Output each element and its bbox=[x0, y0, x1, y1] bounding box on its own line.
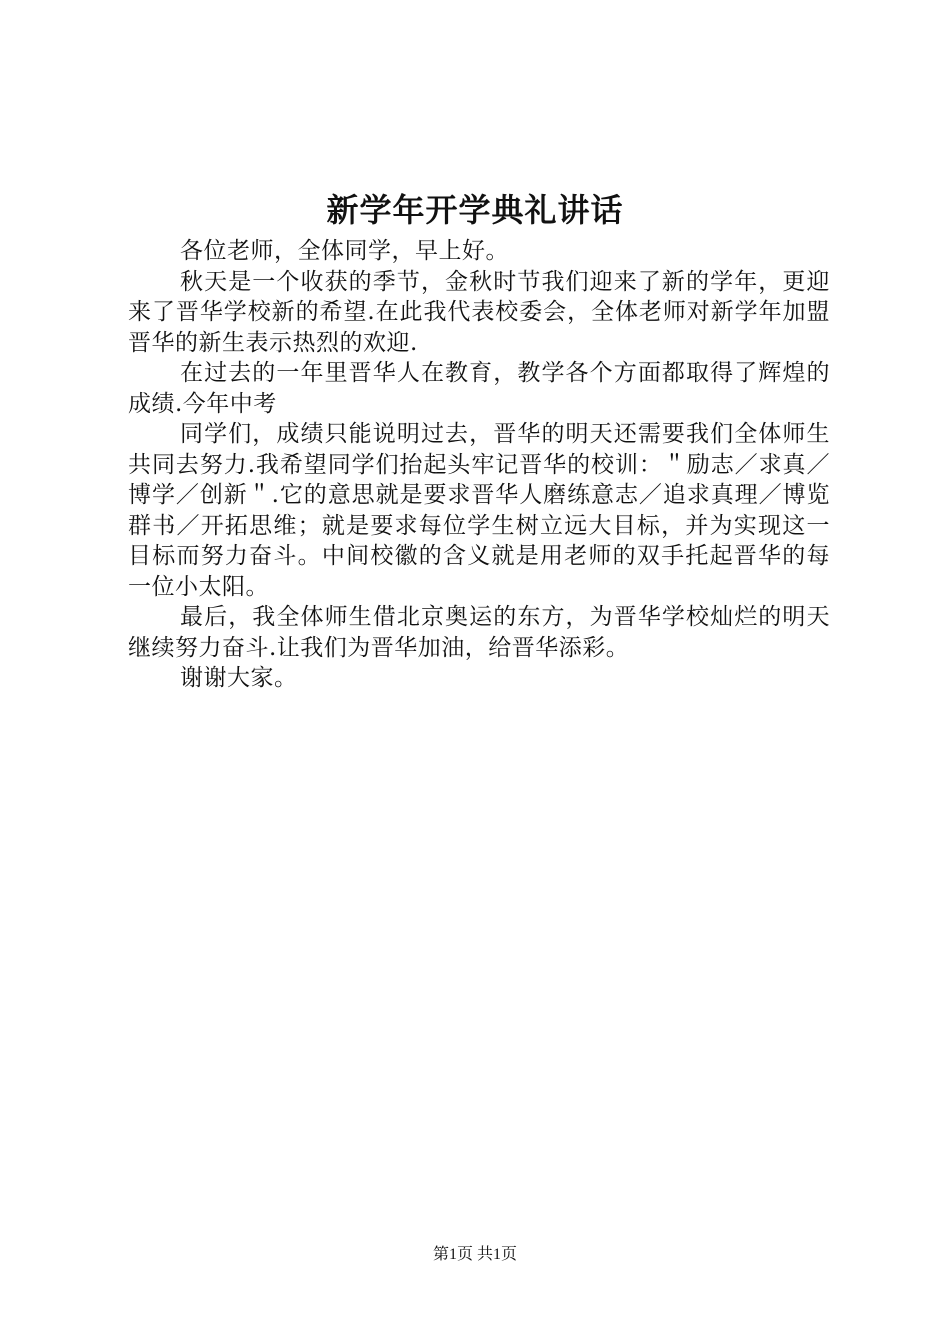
paragraph-thanks: 谢谢大家。 bbox=[180, 665, 298, 691]
document-title: 新学年开学典礼讲话 bbox=[326, 191, 624, 229]
paragraph-school-motto: 同学们，成绩只能说明过去，晋华的明天还需要我们全体师生共同去努力.我希望同学们抬起头牢记晋华的校训：＂励志／求真／博学／创新＂.它的意思就是要求晋华人磨练意志／追求真理／博览群书／开拓思维；就是要求每位学生树立远大目标，并为实现这一目标而努力奋斗。中间校徽的含义就是用老师的双手托起晋华的每一位小太阳。 bbox=[128, 421, 830, 600]
paragraph-welcome: 秋天是一个收获的季节，金秋时节我们迎来了新的学年，更迎来了晋华学校新的希望.在此我代表校委会，全体老师对新学年加盟晋华的新生表示热烈的欢迎. bbox=[128, 268, 830, 356]
paragraph-greeting: 各位老师，全体同学，早上好。 bbox=[180, 238, 509, 264]
page-number-footer: 第1页 共1页 bbox=[432, 1246, 517, 1263]
paragraph-closing: 最后，我全体师生借北京奥运的东方，为晋华学校灿烂的明天继续努力奋斗.让我们为晋华加油，给晋华添彩。 bbox=[128, 604, 830, 661]
document-body bbox=[128, 236, 830, 694]
paragraph-achievements: 在过去的一年里晋华人在教育，教学各个方面都取得了辉煌的成绩.今年中考 bbox=[128, 360, 830, 417]
